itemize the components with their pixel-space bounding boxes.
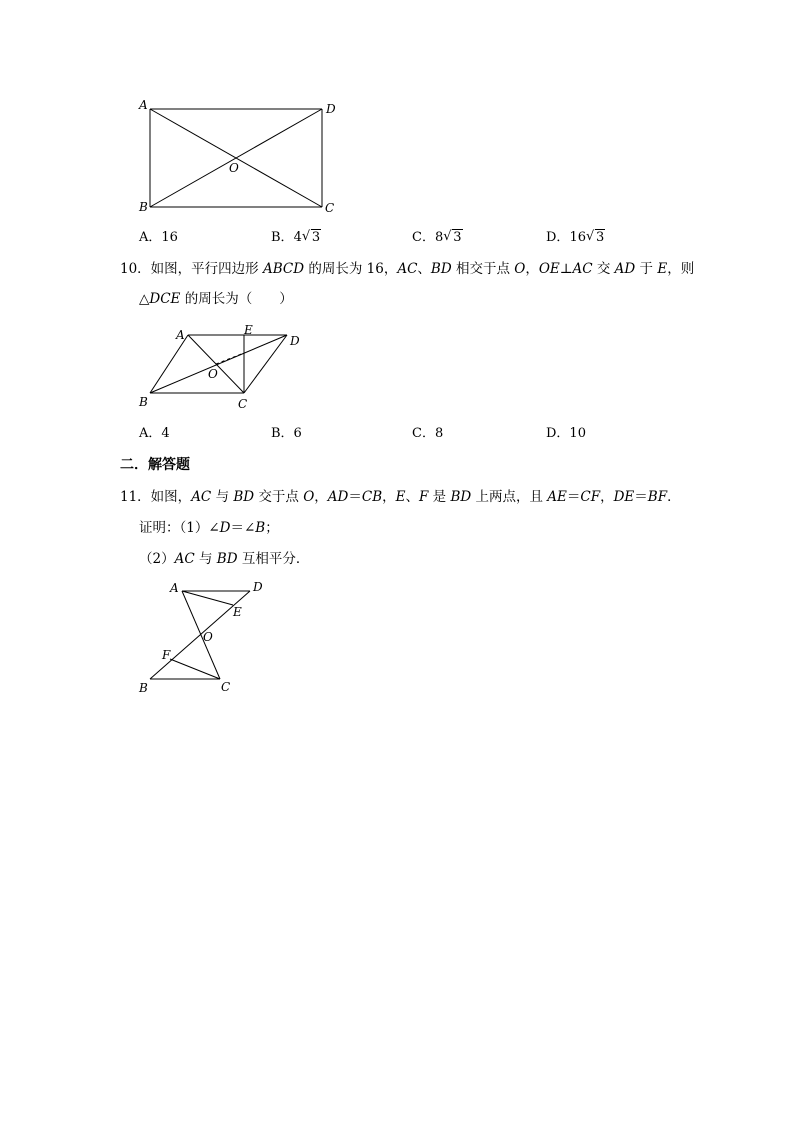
q10-option-a: A．4 xyxy=(139,426,170,441)
q11-proof-part1: 证明：（1）∠D＝∠B； xyxy=(139,520,279,536)
label-c: C xyxy=(325,201,335,215)
label-b: B xyxy=(139,681,148,695)
q10-stem-line1: 10．如图，平行四边形 ABCD 的周长为 16，AC、BD 相交于点 O，OE⊥AC 交 AD 于 E，则 xyxy=(120,261,695,277)
q9-option-b: B．4 √ 3 xyxy=(271,229,321,245)
label-b: B xyxy=(139,200,148,214)
label-o: O xyxy=(203,630,213,644)
label-c: C xyxy=(238,397,248,411)
bowtie-diagram xyxy=(0,580,794,700)
label-o: O xyxy=(229,161,239,175)
parallelogram-diagram xyxy=(0,320,794,420)
q10-option-b: B．6 xyxy=(271,426,302,441)
label-b: B xyxy=(139,395,148,409)
label-d: D xyxy=(253,580,263,594)
label-o: O xyxy=(208,367,218,381)
q10-option-d: D．10 xyxy=(546,426,586,441)
label-e: E xyxy=(233,605,242,619)
label-d: D xyxy=(326,102,336,116)
rectangle-diagram xyxy=(0,0,794,260)
label-a: A xyxy=(170,581,179,595)
q9-option-c: C．8 √ 3 xyxy=(412,229,462,245)
section-heading: 二．解答题 xyxy=(120,457,190,473)
label-f: F xyxy=(162,648,171,662)
label-d: D xyxy=(290,334,300,348)
label-c: C xyxy=(221,680,231,694)
q10-stem-line2: △DCE 的周长为（ ） xyxy=(139,291,293,307)
q10-option-c: C．8 xyxy=(412,426,444,441)
label-a: A xyxy=(176,328,185,342)
q9-option-a: A．16 xyxy=(139,230,178,245)
q11-proof-part2: （2）AC 与 BD 互相平分． xyxy=(139,551,310,567)
q11-stem-line1: 11．如图，AC 与 BD 交于点 O，AD＝CB，E、F 是 BD 上两点，且 AE＝CF，DE＝BF． xyxy=(120,489,681,505)
q9-option-d: D．16 √ 3 xyxy=(546,229,605,245)
label-e: E xyxy=(244,323,253,337)
label-a: A xyxy=(139,98,148,112)
